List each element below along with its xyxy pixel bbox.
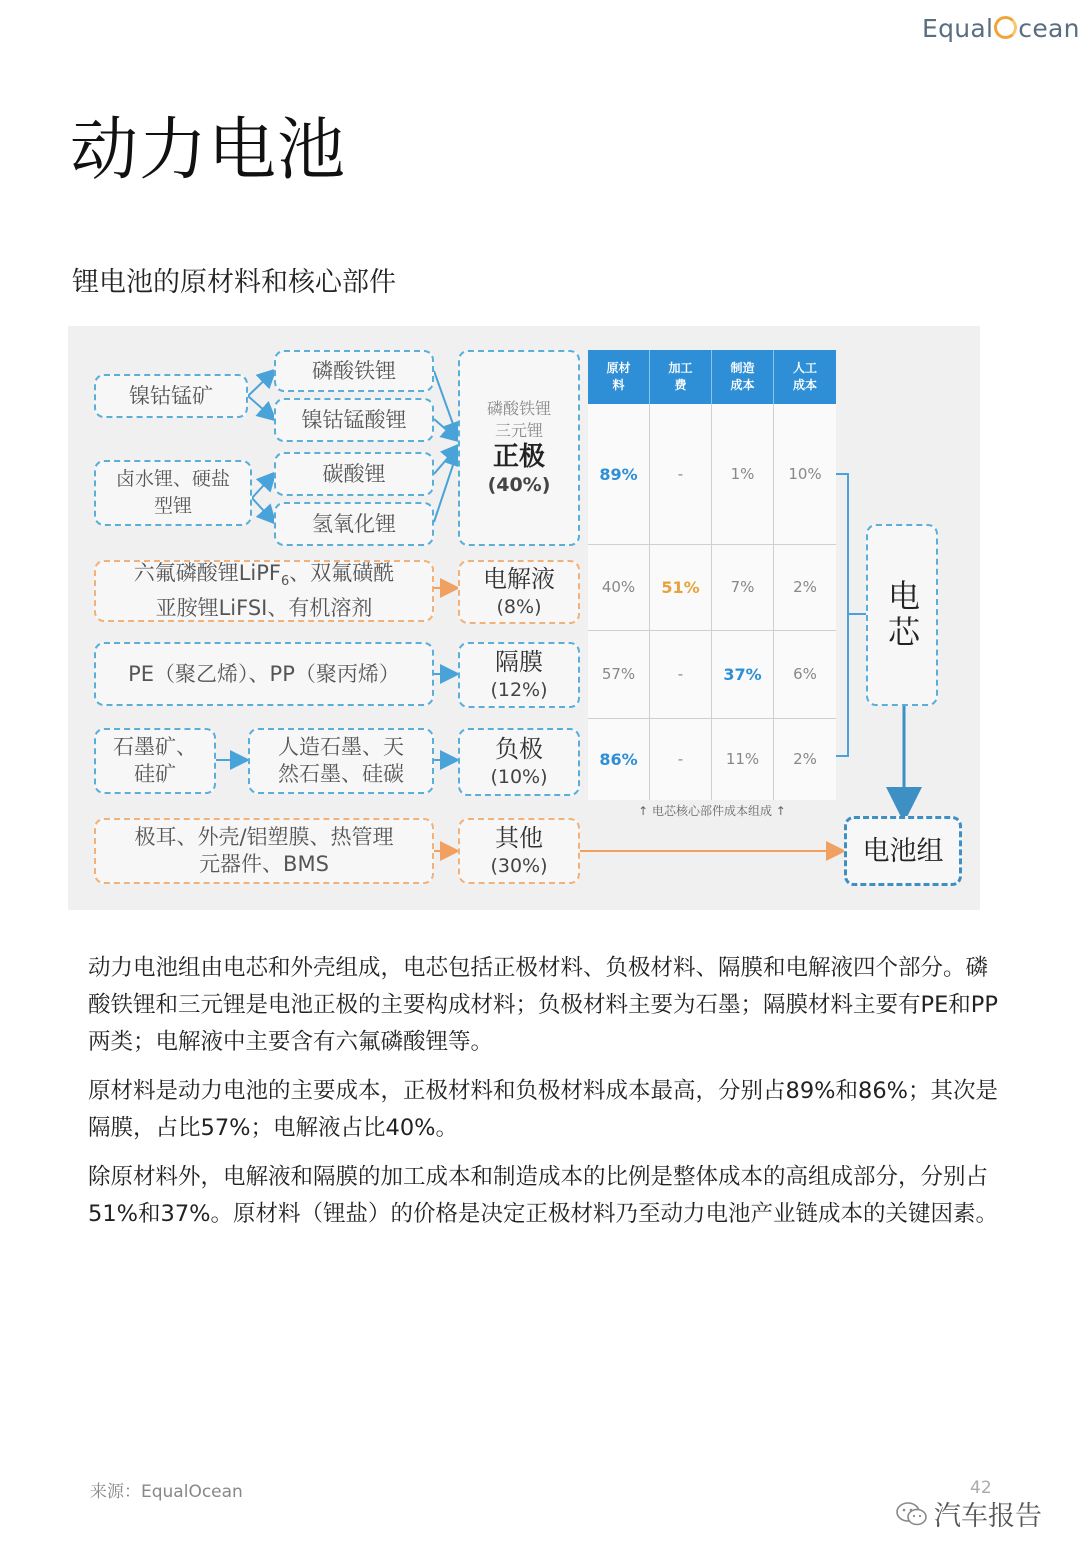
table-cell: 1%: [712, 404, 774, 544]
table-cell: -: [650, 718, 712, 800]
separator-component: 隔膜 (12%): [458, 642, 580, 708]
page-title: 动力电池: [70, 111, 347, 190]
others-component: 其他 (30%): [458, 818, 580, 884]
table-caption: ↑ 电芯核心部件成本组成 ↑: [638, 804, 786, 818]
anode-component: 负极 (10%): [458, 728, 580, 796]
nickel-cobalt-manganese-ore: 镍钴锰矿: [94, 374, 248, 418]
table-row: [588, 630, 836, 718]
table-cell: 11%: [712, 718, 774, 800]
lithium-hydroxide: 氢氧化锂: [274, 502, 434, 546]
th-raw-material: 原材料: [588, 350, 650, 404]
table-cell: 51%: [650, 544, 712, 630]
table-cell: 6%: [793, 665, 817, 683]
ncm-material: 镍钴锰酸锂: [274, 398, 434, 442]
table-cell: 57%: [588, 630, 650, 718]
table-cell: 89%: [588, 404, 650, 544]
paragraph: 除原材料外，电解液和隔膜的加工成本和制造成本的比例是整体成本的高组成部分，分别占51%和37%。原材料（锂盐）的价格是决定正极材料乃至动力电池产业链成本的关键因素。: [88, 1164, 999, 1227]
table-cell: 2%: [793, 750, 817, 768]
battery-materials-diagram: [68, 326, 980, 910]
table-cell: 2%: [793, 578, 817, 596]
wechat-brand: [896, 1494, 1042, 1533]
table-cell: 40%: [588, 544, 650, 630]
th-manufacturing-cost: 制造成本: [712, 350, 774, 404]
table-row: [588, 718, 836, 800]
page-number: 42: [970, 1478, 992, 1498]
brand-name: 汽车报告: [934, 1501, 1042, 1532]
electrolyte-component: 电解液 (8%): [458, 560, 580, 624]
anode-intermediate-materials: 人造石墨、天 然石墨、硅碳: [248, 728, 434, 794]
other-raw-materials: 极耳、外壳/铝塑膜、热管理 元器件、BMS: [94, 818, 434, 884]
table-row: [588, 544, 836, 630]
body-text: [88, 950, 1008, 1245]
paragraph: 原材料是动力电池的主要成本，正极材料和负极材料成本最高，分别占89%和86%；其次是隔膜，占比57%；电解液占比40%。: [88, 1078, 999, 1141]
cost-table-header: [588, 350, 836, 404]
battery-pack-box: 电池组: [844, 816, 962, 886]
lithium-ore: 卤水锂、硬盐型锂: [94, 460, 252, 526]
lithium-carbonate: 碳酸锂: [274, 452, 434, 496]
th-processing-fee: 加工费: [650, 350, 712, 404]
table-cell: 37%: [712, 630, 774, 718]
table-cell: -: [650, 404, 712, 544]
logo-text-right: cean: [1018, 14, 1080, 43]
cathode-component: 磷酸铁锂 三元锂 正极 (40%): [458, 350, 580, 546]
brand-logo: [922, 14, 1080, 43]
table-cell: -: [650, 630, 712, 718]
paragraph: 动力电池组由电芯和外壳组成，电芯包括正极材料、负极材料、隔膜和电解液四个部分。磷酸铁锂和三元锂是电池正极的主要构成材料；负极材料主要为石墨；隔膜材料主要有PE和PP两类；电解液中主要含有六氟磷酸锂等。: [88, 955, 998, 1055]
table-cell: 10%: [788, 465, 822, 483]
electrolyte-raw-materials: 六氟磷酸锂LiPF$_6$、双氟磺酰 亚胺锂LiFSI、有机溶剂: [94, 560, 434, 622]
separator-raw-materials: PE（聚乙烯）、PP（聚丙烯）: [94, 642, 434, 706]
th-labor-cost: 人工成本: [792, 361, 817, 392]
cost-table-body: [588, 404, 836, 800]
lfp-material: 磷酸铁锂: [274, 350, 434, 392]
table-cell: 7%: [712, 544, 774, 630]
section-subtitle: 锂电池的原材料和核心部件: [72, 267, 396, 298]
logo-text-left: Equal: [922, 14, 994, 43]
wechat-icon: [896, 1501, 928, 1527]
battery-cell-box: 电芯: [866, 524, 938, 706]
table-cell: 86%: [588, 718, 650, 800]
graphite-silicon-ore: 石墨矿、 硅矿: [94, 728, 216, 794]
table-row: [588, 404, 836, 544]
source-note: 来源：EqualOcean: [90, 1482, 243, 1502]
logo-ring-icon: [994, 16, 1017, 39]
